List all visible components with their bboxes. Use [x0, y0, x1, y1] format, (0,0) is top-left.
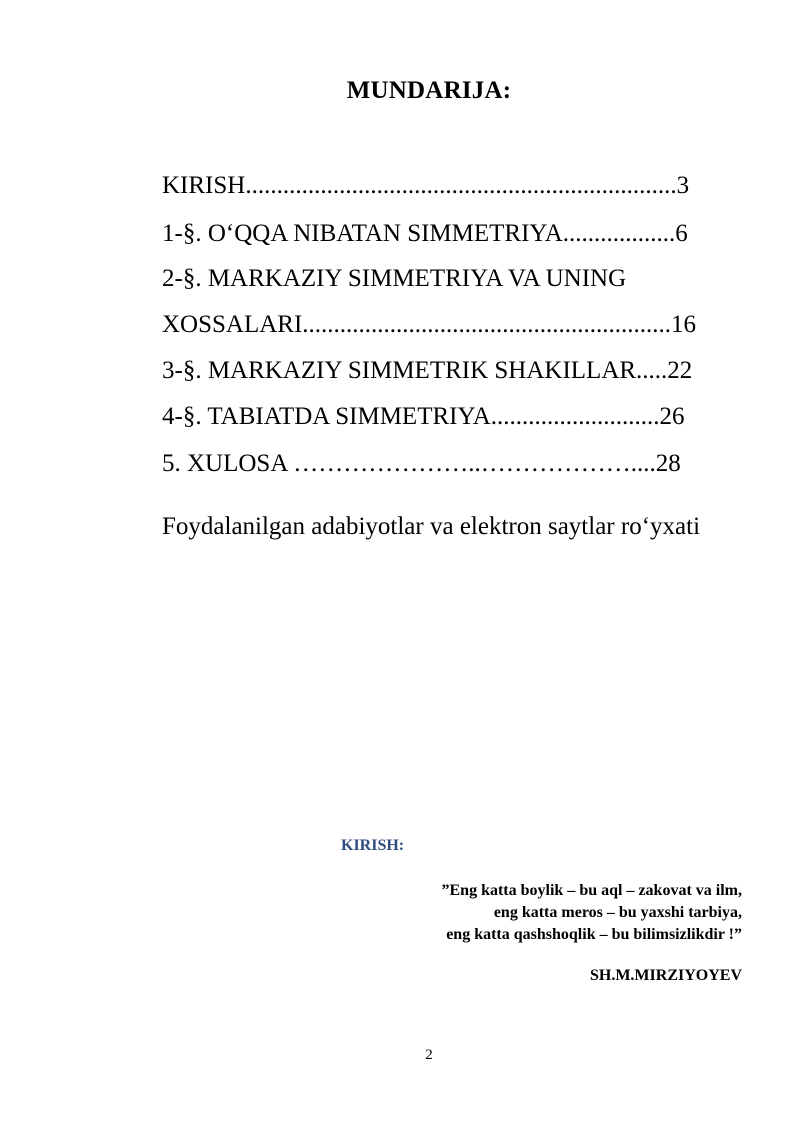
toc-item-references: Foydalanilgan adabiyotlar va elektron saytlar ro‘yxati: [162, 513, 701, 540]
toc-item-section-4: 4-§. TABIATDA SIMMETRIYA...........................26: [162, 403, 685, 430]
toc-title: MUNDARIJA:: [346, 77, 512, 104]
page-number: 2: [425, 1047, 433, 1063]
section-heading: KIRISH:: [341, 837, 405, 854]
toc-item-section-2-line-1: 2-§. MARKAZIY SIMMETRIYA VA UNING: [162, 265, 627, 292]
toc-item-kirish: KIRISH.....................................................................3: [162, 172, 690, 199]
toc-item-section-1: 1-§. O‘QQA NIBATAN SIMMETRIYA..................6: [162, 220, 688, 247]
toc-item-section-3: 3-§. MARKAZIY SIMMETRIK SHAKILLAR.....22: [162, 357, 693, 384]
epigraph-line: eng katta meros – bu yaxshi tarbiya,: [493, 904, 742, 921]
epigraph-line: ”Eng katta boylik – bu aql – zakovat va ilm,: [441, 882, 742, 899]
epigraph-line: eng katta qashshoqlik – bu bilimsizlikdir !”: [446, 926, 742, 943]
epigraph: [442, 880, 743, 946]
toc-item-xulosa: 5. XULOSA …………………..………………....28: [162, 450, 681, 477]
epigraph-author: SH.M.MIRZIYOYEV: [589, 967, 742, 984]
toc-item-section-2-line-2: XOSSALARI...........................................................16: [162, 311, 697, 338]
